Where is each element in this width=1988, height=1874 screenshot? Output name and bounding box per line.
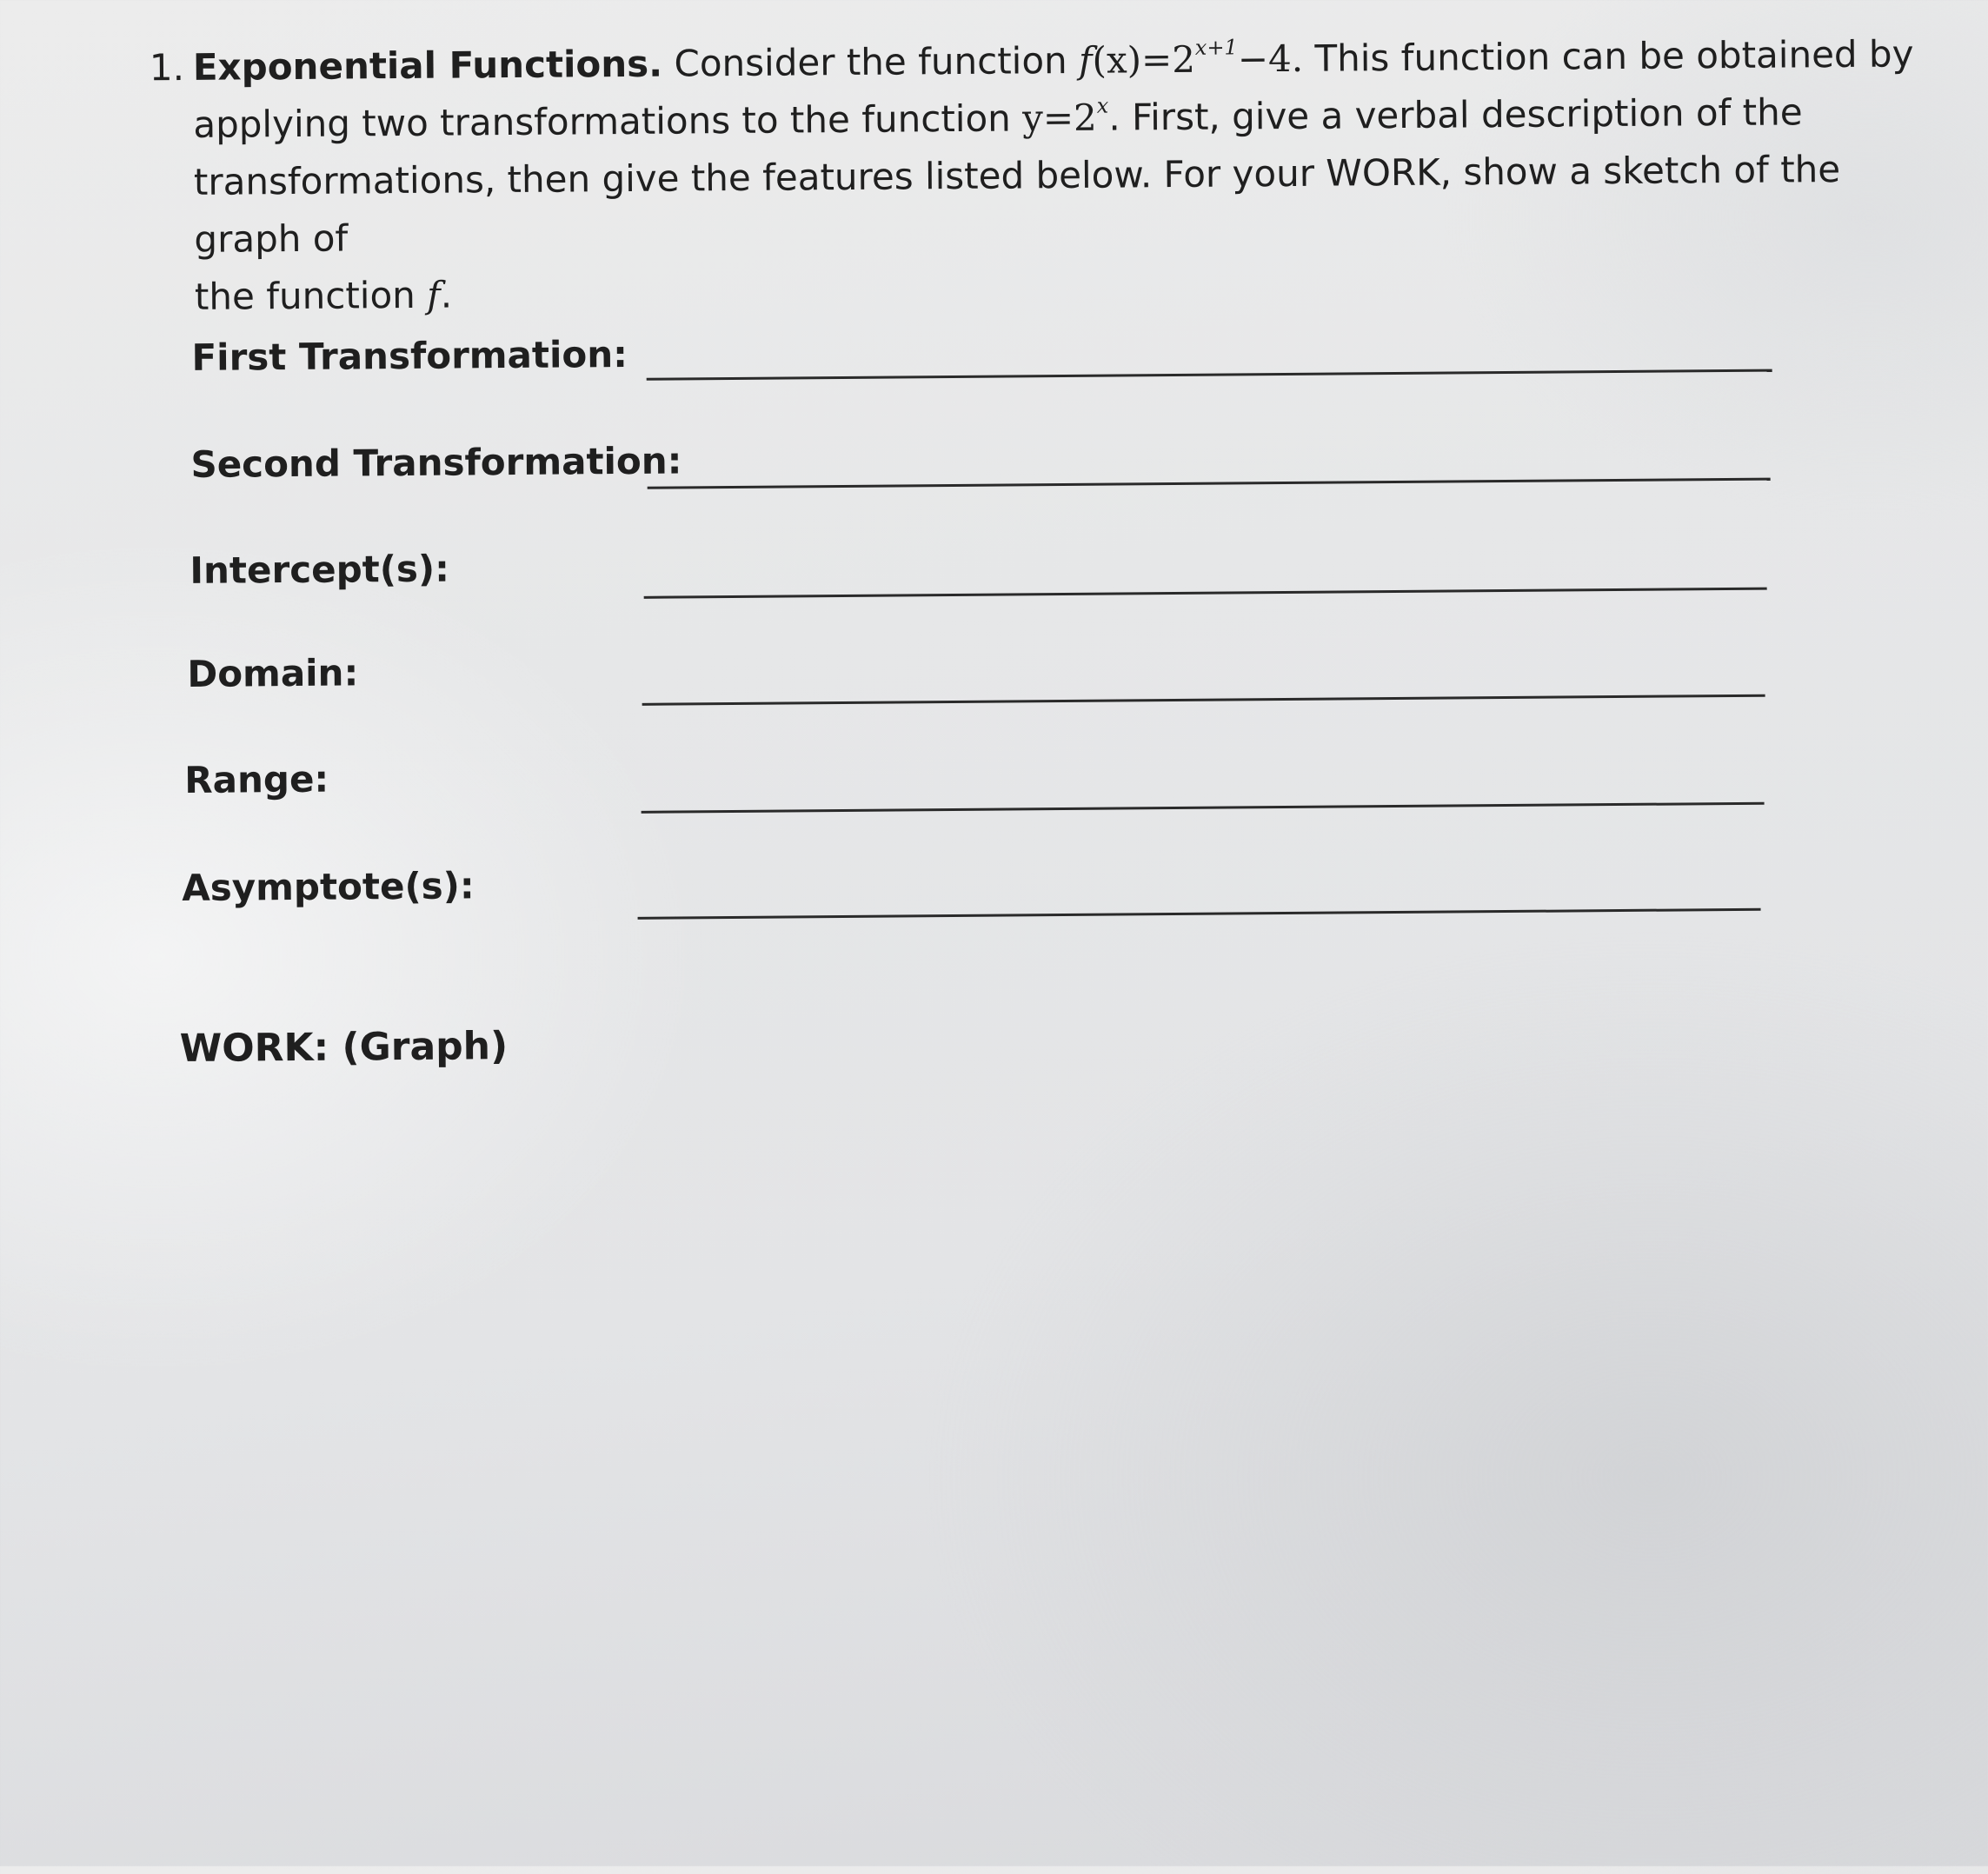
work-graph-label: WORK: (Graph) — [179, 1024, 509, 1072]
problem-title: Exponential Functions. — [192, 42, 663, 89]
problem-line-4-text: the function — [194, 273, 416, 318]
problem-sentence-2: This function can be obtained by — [1314, 32, 1914, 80]
base-function-text: y=2 — [1021, 96, 1097, 140]
first-transformation-label: First Transformation: — [191, 332, 628, 379]
problem-line-2-tail: . First, give a verbal description of the — [1108, 90, 1803, 139]
domain-field — [1, 639, 1988, 724]
base-function-exponent: x — [1096, 93, 1109, 118]
asymptotes-field — [3, 853, 1988, 938]
function-expression — [1079, 37, 1304, 82]
function-argument: (x) — [1092, 38, 1142, 82]
asymptotes-answer-line[interactable] — [638, 908, 1761, 920]
second-transformation-label: Second Transformation: — [190, 439, 682, 486]
domain-label: Domain: — [187, 651, 359, 695]
function-base: =2 — [1140, 37, 1196, 82]
function-name: f — [1078, 38, 1093, 82]
range-answer-line[interactable] — [642, 802, 1765, 814]
function-shift: −4. — [1237, 37, 1304, 81]
second-transformation-answer-line[interactable] — [648, 478, 1771, 489]
domain-answer-line[interactable] — [642, 694, 1765, 706]
intercepts-label: Intercept(s): — [189, 547, 450, 592]
second-transformation-field — [0, 429, 1988, 515]
base-function — [1021, 93, 1109, 140]
problem-line-4-tail: . — [440, 273, 453, 316]
problem-intro: Consider the function — [674, 38, 1067, 85]
first-transformation-answer-line[interactable] — [647, 369, 1772, 381]
problem-statement — [150, 25, 1960, 326]
problem-line-3: transformations, then give the features listed below. For your WORK, show a sketch of the graph of — [193, 147, 1841, 261]
problem-line-2-text: applying two transformations to the function — [193, 96, 1011, 146]
graph-work-area[interactable] — [180, 1080, 1837, 1805]
range-field — [2, 745, 1988, 830]
range-label: Range: — [184, 757, 329, 801]
first-transformation-field — [0, 322, 1987, 408]
intercepts-answer-line[interactable] — [644, 588, 1767, 599]
function-variable: f — [426, 273, 441, 316]
function-exponent: x+1 — [1194, 35, 1238, 60]
problem-number: 1. — [149, 45, 185, 90]
asymptotes-label: Asymptote(s): — [182, 864, 475, 910]
intercepts-field — [0, 535, 1988, 621]
